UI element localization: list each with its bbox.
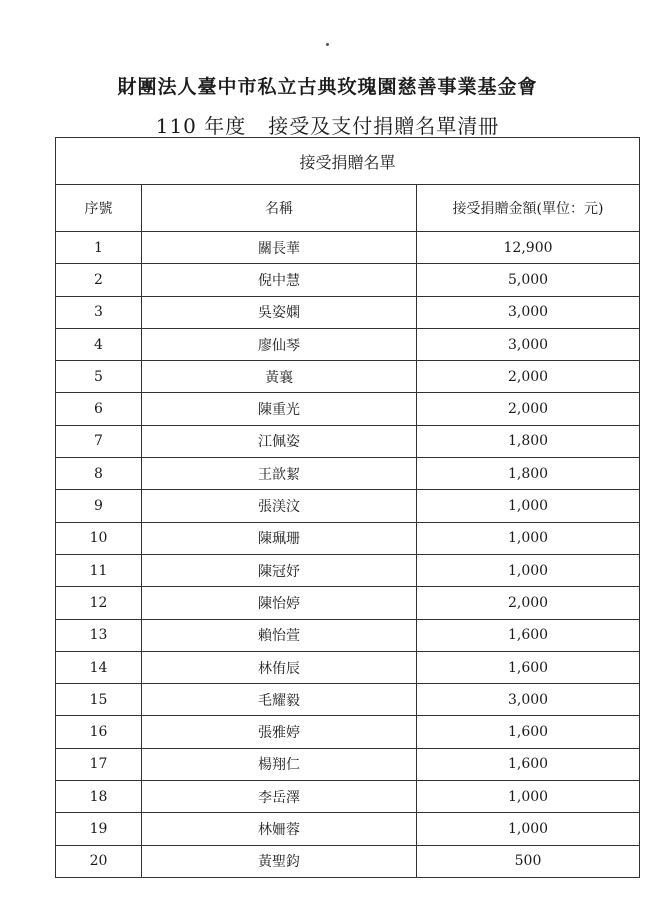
table-row bbox=[56, 781, 640, 813]
row-name-cell: 廖仙琴 bbox=[142, 328, 417, 360]
row-amount-cell: 1,600 bbox=[417, 748, 640, 780]
table-row bbox=[56, 651, 640, 683]
row-amount-cell: 1,000 bbox=[417, 522, 640, 554]
row-index-cell: 17 bbox=[56, 748, 142, 780]
row-index-cell: 20 bbox=[56, 845, 142, 877]
row-amount-cell: 500 bbox=[417, 845, 640, 877]
row-name-cell: 黃襄 bbox=[142, 361, 417, 393]
table-row bbox=[56, 845, 640, 877]
row-name-cell: 黃聖鈞 bbox=[142, 845, 417, 877]
table-row bbox=[56, 490, 640, 522]
header-name: 名稱 bbox=[142, 185, 417, 232]
row-amount-cell: 12,900 bbox=[417, 232, 640, 264]
row-amount-cell: 1,000 bbox=[417, 781, 640, 813]
row-name-cell: 毛耀毅 bbox=[142, 684, 417, 716]
row-index-cell: 2 bbox=[56, 264, 142, 296]
row-name-cell: 張渼汶 bbox=[142, 490, 417, 522]
row-name-cell: 王歆絜 bbox=[142, 458, 417, 490]
table-row bbox=[56, 296, 640, 328]
row-amount-cell: 1,000 bbox=[417, 490, 640, 522]
row-name-cell: 江佩姿 bbox=[142, 425, 417, 457]
table-row bbox=[56, 619, 640, 651]
row-name-cell: 李岳澤 bbox=[142, 781, 417, 813]
header-amount: 接受捐贈金額(單位：元) bbox=[417, 185, 640, 232]
document-subtitle bbox=[0, 110, 655, 139]
list-title: 接受及支付捐贈名單清冊 bbox=[268, 114, 500, 138]
row-index-cell: 15 bbox=[56, 684, 142, 716]
organization-title: 財團法人臺中市私立古典玫瑰園慈善事業基金會 bbox=[117, 76, 538, 98]
row-name-cell: 倪中慧 bbox=[142, 264, 417, 296]
row-index-cell: 16 bbox=[56, 716, 142, 748]
row-amount-cell: 2,000 bbox=[417, 393, 640, 425]
row-amount-cell: 1,000 bbox=[417, 813, 640, 845]
row-amount-cell: 1,600 bbox=[417, 716, 640, 748]
table-header-row bbox=[56, 185, 640, 232]
row-amount-cell: 2,000 bbox=[417, 361, 640, 393]
table-row bbox=[56, 716, 640, 748]
row-index-cell: 12 bbox=[56, 587, 142, 619]
table-row bbox=[56, 522, 640, 554]
table-row bbox=[56, 425, 640, 457]
row-amount-cell: 1,000 bbox=[417, 554, 640, 586]
row-index-cell: 6 bbox=[56, 393, 142, 425]
table-row bbox=[56, 587, 640, 619]
row-amount-cell: 1,800 bbox=[417, 458, 640, 490]
row-index-cell: 4 bbox=[56, 328, 142, 360]
scan-speck bbox=[326, 43, 329, 46]
row-amount-cell: 3,000 bbox=[417, 328, 640, 360]
row-name-cell: 陳怡婷 bbox=[142, 587, 417, 619]
table-row bbox=[56, 684, 640, 716]
row-name-cell: 楊翔仁 bbox=[142, 748, 417, 780]
row-amount-cell: 1,600 bbox=[417, 651, 640, 683]
row-name-cell: 陳重光 bbox=[142, 393, 417, 425]
row-index-cell: 10 bbox=[56, 522, 142, 554]
table-row bbox=[56, 554, 640, 586]
table-row bbox=[56, 393, 640, 425]
row-name-cell: 賴怡萱 bbox=[142, 619, 417, 651]
row-index-cell: 9 bbox=[56, 490, 142, 522]
row-name-cell: 張雅婷 bbox=[142, 716, 417, 748]
row-index-cell: 18 bbox=[56, 781, 142, 813]
row-index-cell: 14 bbox=[56, 651, 142, 683]
row-name-cell: 林姍蓉 bbox=[142, 813, 417, 845]
row-index-cell: 8 bbox=[56, 458, 142, 490]
table-row bbox=[56, 813, 640, 845]
table-row bbox=[56, 748, 640, 780]
table-row bbox=[56, 328, 640, 360]
table-caption: 接受捐贈名單 bbox=[56, 138, 640, 185]
year-label: 110 年度 bbox=[155, 114, 247, 138]
table-row bbox=[56, 232, 640, 264]
header-index: 序號 bbox=[56, 185, 142, 232]
row-name-cell: 林侑辰 bbox=[142, 651, 417, 683]
donation-table bbox=[55, 137, 640, 878]
row-name-cell: 吳姿嫻 bbox=[142, 296, 417, 328]
row-index-cell: 19 bbox=[56, 813, 142, 845]
row-name-cell: 陳珮珊 bbox=[142, 522, 417, 554]
row-index-cell: 7 bbox=[56, 425, 142, 457]
row-amount-cell: 5,000 bbox=[417, 264, 640, 296]
row-index-cell: 11 bbox=[56, 554, 142, 586]
table-row bbox=[56, 264, 640, 296]
row-amount-cell: 1,800 bbox=[417, 425, 640, 457]
row-index-cell: 3 bbox=[56, 296, 142, 328]
row-name-cell: 陳冠妤 bbox=[142, 554, 417, 586]
row-amount-cell: 2,000 bbox=[417, 587, 640, 619]
row-index-cell: 1 bbox=[56, 232, 142, 264]
row-amount-cell: 3,000 bbox=[417, 296, 640, 328]
row-amount-cell: 3,000 bbox=[417, 684, 640, 716]
row-index-cell: 13 bbox=[56, 619, 142, 651]
row-amount-cell: 1,600 bbox=[417, 619, 640, 651]
table-caption-row bbox=[56, 138, 640, 185]
table-row bbox=[56, 458, 640, 490]
table-row bbox=[56, 361, 640, 393]
row-index-cell: 5 bbox=[56, 361, 142, 393]
row-name-cell: 關長華 bbox=[142, 232, 417, 264]
